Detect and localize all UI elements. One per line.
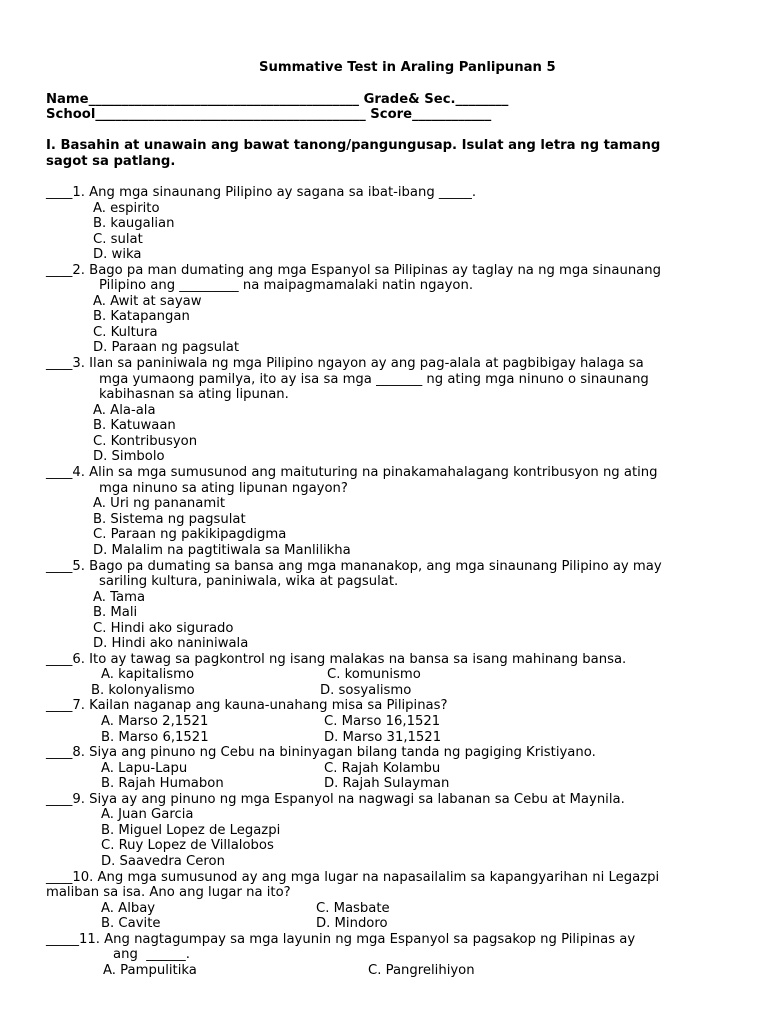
q10-option-c: C. Masbate	[316, 901, 390, 916]
question-2-line-1: ____2. Bago pa man dumating ang mga Espanyol sa Pilipinas ay taglay na ng mga sinaunang	[46, 263, 661, 278]
q9-option-c: C. Ruy Lopez de Villalobos	[101, 838, 274, 853]
school-label: School	[46, 107, 96, 122]
question-6: ____6. Ito ay tawag sa pagkontrol ng isang malakas na bansa sa isang mahinang bansa.	[46, 652, 627, 667]
q9-option-b: B. Miguel Lopez de Legazpi	[101, 823, 281, 838]
q2-option-c: C. Kultura	[93, 325, 158, 340]
question-5-line-1: ____5. Bago pa dumating sa bansa ang mga mananakop, ang mga sinaunang Pilipino ay may	[46, 559, 662, 574]
question-4-line-1: ____4. Alin sa mga sumusunod ang maituturing na pinakamahalagang kontribusyon ng ating	[46, 465, 658, 480]
score-blank: ____________	[412, 107, 492, 122]
name-row	[46, 92, 508, 108]
question-8: ____8. Siya ang pinuno ng Cebu na bininyagan bilang tanda ng pagiging Kristiyano.	[46, 745, 596, 760]
question-2-line-2: Pilipino ang _________ na maipagmamalaki natin ngayon.	[99, 278, 474, 293]
q3-option-d: D. Simbolo	[93, 449, 165, 464]
instructions-line-1: I. Basahin at unawain ang bawat tanong/pangungusap. Isulat ang letra ng tamang	[46, 138, 661, 153]
q3-option-c: C. Kontribusyon	[93, 434, 198, 449]
question-10-line-2: maliban sa isa. Ano ang lugar na ito?	[46, 885, 291, 900]
question-3-line-2: mga yumaong pamilya, ito ay isa sa mga _______ ng ating mga ninuno o sinaunang	[99, 372, 649, 387]
question-11-line-1: _____11. Ang nagtagumpay sa mga layunin ng mga Espanyol sa pagsakop ng Pilipinas ay	[46, 932, 636, 947]
q4-option-c: C. Paraan ng pakikipagdigma	[93, 527, 287, 542]
q9-option-a: A. Juan Garcia	[101, 807, 194, 822]
q7-option-a: A. Marso 2,1521	[101, 714, 209, 729]
q7-option-b: B. Marso 6,1521	[101, 730, 209, 745]
school-blank: _________________________________________	[95, 107, 366, 122]
instructions-line-2: sagot sa patlang.	[46, 154, 176, 169]
q3-option-b: B. Katuwaan	[93, 418, 176, 433]
q2-option-b: B. Katapangan	[93, 309, 190, 324]
question-7: ____7. Kailan naganap ang kauna-unahang misa sa Pilipinas?	[46, 698, 448, 713]
q6-option-a: A. kapitalismo	[101, 667, 195, 682]
q4-option-b: B. Sistema ng pagsulat	[93, 512, 246, 527]
q7-option-d: D. Marso 31,1521	[324, 730, 442, 745]
q6-option-b: B. kolonyalismo	[91, 683, 195, 698]
question-9: ____9. Siya ay ang pinuno ng mga Espanyol na nagwagi sa labanan sa Cebu at Maynila.	[46, 792, 625, 807]
q8-option-a: A. Lapu-Lapu	[101, 761, 188, 776]
q10-option-b: B. Cavite	[101, 916, 161, 931]
score-label: Score	[370, 107, 413, 122]
q3-option-a: A. Ala-ala	[93, 403, 156, 418]
question-3-line-3: kabihasnan sa ating lipunan.	[99, 387, 289, 402]
question-4-line-2: mga ninuno sa ating lipunan ngayon?	[99, 481, 348, 496]
q11-option-c: C. Pangrelihiyon	[368, 963, 475, 978]
q4-option-a: A. Uri ng pananamit	[93, 496, 226, 511]
question-10-line-1: ____10. Ang mga sumusunod ay ang mga lugar na napasailalim sa kapangyarihan ni Legazpi	[46, 870, 660, 885]
q1-option-b: B. kaugalian	[93, 216, 175, 231]
name-blank: _________________________________________	[88, 92, 359, 107]
q5-option-b: B. Mali	[93, 605, 138, 620]
q2-option-d: D. Paraan ng pagsulat	[93, 340, 240, 355]
q5-option-a: A. Tama	[93, 590, 146, 605]
name-label: Name	[46, 92, 89, 107]
q1-option-c: C. sulat	[93, 232, 143, 247]
question-11-line-2: ang ______.	[113, 947, 190, 962]
q5-option-c: C. Hindi ako sigurado	[93, 621, 234, 636]
q2-option-a: A. Awit at sayaw	[93, 294, 202, 309]
q4-option-d: D. Malalim na pagtitiwala sa Manlilikha	[93, 543, 351, 558]
question-1: ____1. Ang mga sinaunang Pilipino ay sagana sa ibat-ibang _____.	[46, 185, 477, 200]
q1-option-a: A. espirito	[93, 201, 160, 216]
q10-option-d: D. Mindoro	[316, 916, 388, 931]
q8-option-c: C. Rajah Kolambu	[324, 761, 441, 776]
q10-option-a: A. Albay	[101, 901, 156, 916]
school-row	[46, 107, 491, 123]
q6-option-c: C. komunismo	[327, 667, 421, 682]
q1-option-d: D. wika	[93, 247, 142, 262]
q5-option-d: D. Hindi ako naniniwala	[93, 636, 249, 651]
question-5-line-2: sariling kultura, paniniwala, wika at pagsulat.	[99, 574, 399, 589]
q7-option-c: C. Marso 16,1521	[324, 714, 441, 729]
grade-blank: ________	[455, 92, 509, 107]
question-3-line-1: ____3. Ilan sa paniniwala ng mga Pilipino ngayon ay ang pag-alala at pagbibigay halaga sa	[46, 356, 644, 371]
q8-option-b: B. Rajah Humabon	[101, 776, 224, 791]
q9-option-d: D. Saavedra Ceron	[101, 854, 225, 869]
q8-option-d: D. Rajah Sulayman	[324, 776, 450, 791]
q6-option-d: D. sosyalismo	[320, 683, 412, 698]
q11-option-a: A. Pampulitika	[103, 963, 197, 978]
grade-label: Grade& Sec.	[363, 92, 456, 107]
page-title: Summative Test in Araling Panlipunan 5	[259, 60, 556, 75]
